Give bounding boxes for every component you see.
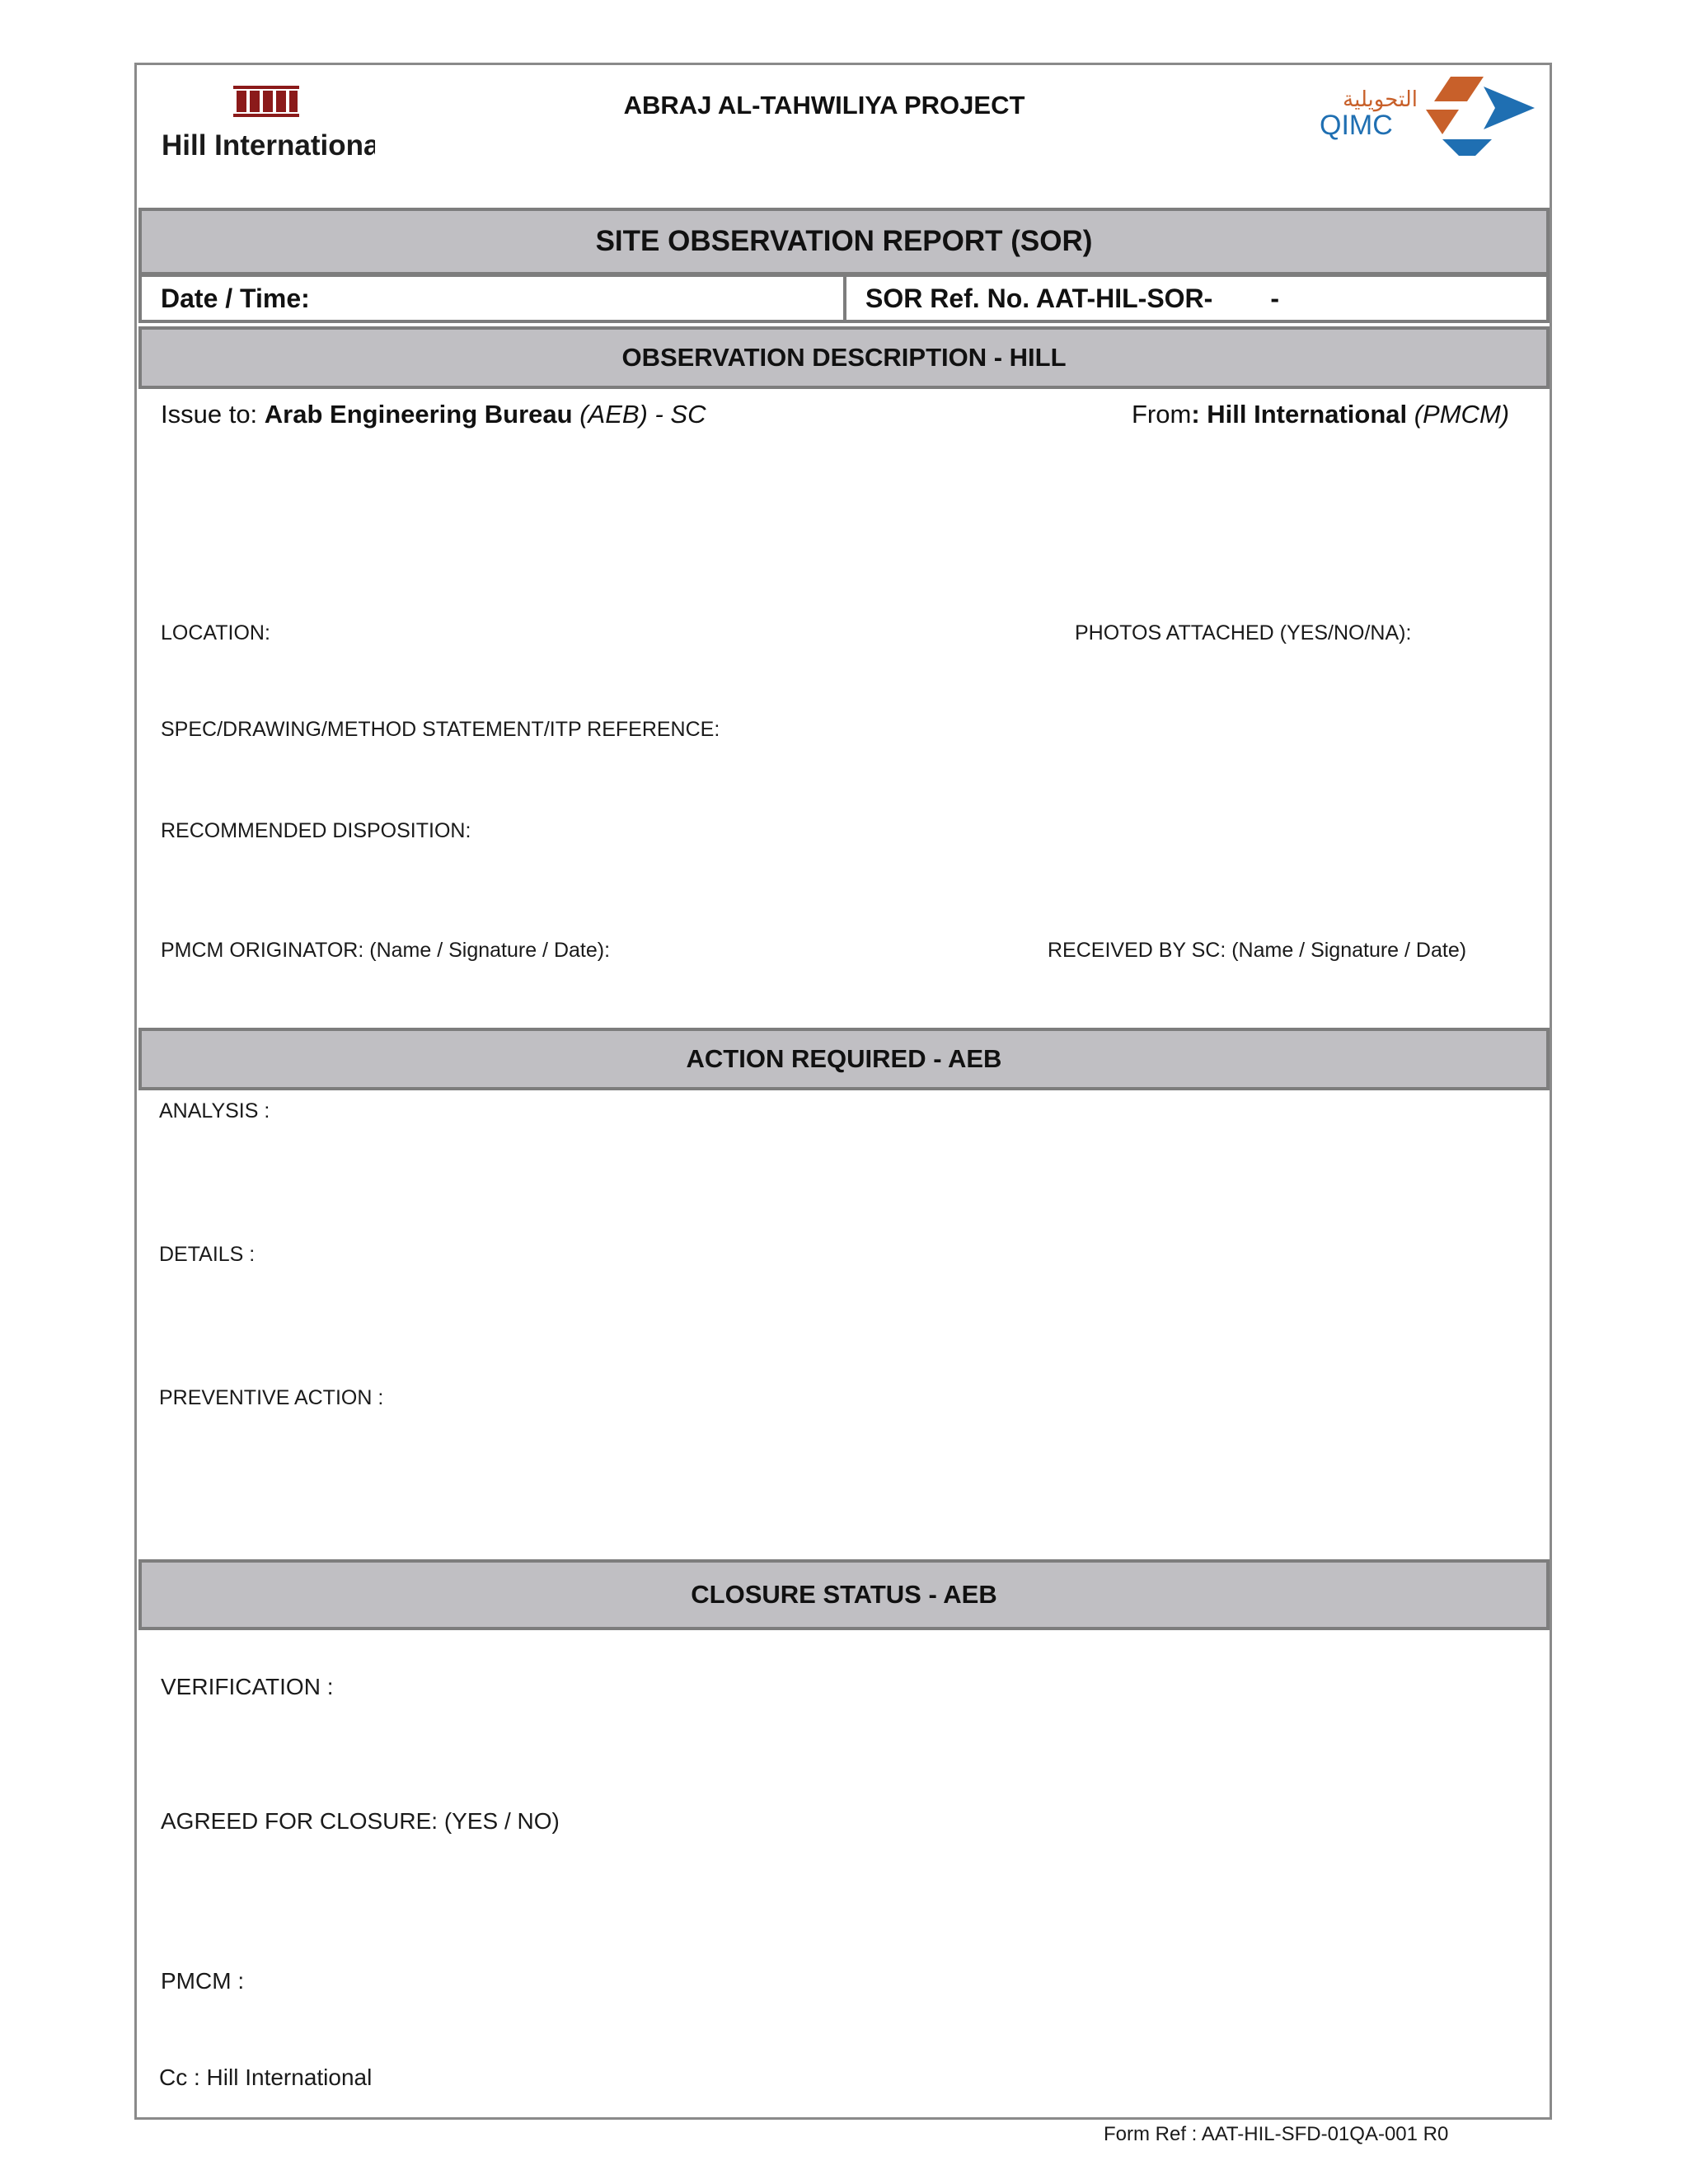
date-time-label: Date / Time: [161,283,310,313]
closure-status-band: CLOSURE STATUS - AEB [138,1559,1550,1630]
issue-to-name: Arab Engineering Bureau [264,400,573,429]
from-line: From: Hill International (PMCM) [1132,400,1510,429]
sor-ref-cell[interactable] [843,274,1550,323]
photos-attached-label: PHOTOS ATTACHED (YES/NO/NA): [1075,621,1412,644]
hill-logo-text: Hill International [162,129,375,162]
hill-international-logo [161,82,375,165]
date-time-cell[interactable] [138,274,846,323]
qimc-logo-text: QIMC [1320,110,1393,141]
sor-ref-label: SOR Ref. No. AAT-HIL-SOR- [865,283,1213,313]
analysis-label: ANALYSIS : [159,1099,270,1122]
received-by-sc-label: RECEIVED BY SC: (Name / Signature / Date) [1048,939,1467,962]
from-name: : Hill International [1191,400,1408,429]
pmcm-originator-label: PMCM ORIGINATOR: (Name / Signature / Date): [161,939,611,962]
verification-label: VERIFICATION : [161,1674,334,1699]
issue-to-line: Issue to: Arab Engineering Bureau (AEB) - SC [161,400,706,429]
qimc-logo [1319,70,1537,161]
spec-reference-label: SPEC/DRAWING/METHOD STATEMENT/ITP REFERENCE: [161,718,720,741]
qimc-arabic-text: التحويلية [1343,87,1418,112]
details-label: DETAILS : [159,1243,256,1266]
sor-ref-dash: - [1270,283,1279,313]
report-title-band: SITE OBSERVATION REPORT (SOR) [138,208,1550,275]
pmcm-label: PMCM : [161,1968,245,1994]
recommended-disposition-label: RECOMMENDED DISPOSITION: [161,819,471,842]
action-required-band: ACTION REQUIRED - AEB [138,1028,1550,1090]
cc-label: Cc : Hill International [159,2064,373,2090]
preventive-action-label: PREVENTIVE ACTION : [159,1386,384,1409]
form-reference: Form Ref : AAT-HIL-SFD-01QA-001 R0 [1104,2123,1449,2145]
project-title: ABRAJ AL-TAHWILIYA PROJECT [623,91,1025,120]
location-label: LOCATION: [161,621,270,644]
observation-section-band: OBSERVATION DESCRIPTION - HILL [138,326,1550,389]
agreed-for-closure-label: AGREED FOR CLOSURE: (YES / NO) [161,1808,560,1834]
